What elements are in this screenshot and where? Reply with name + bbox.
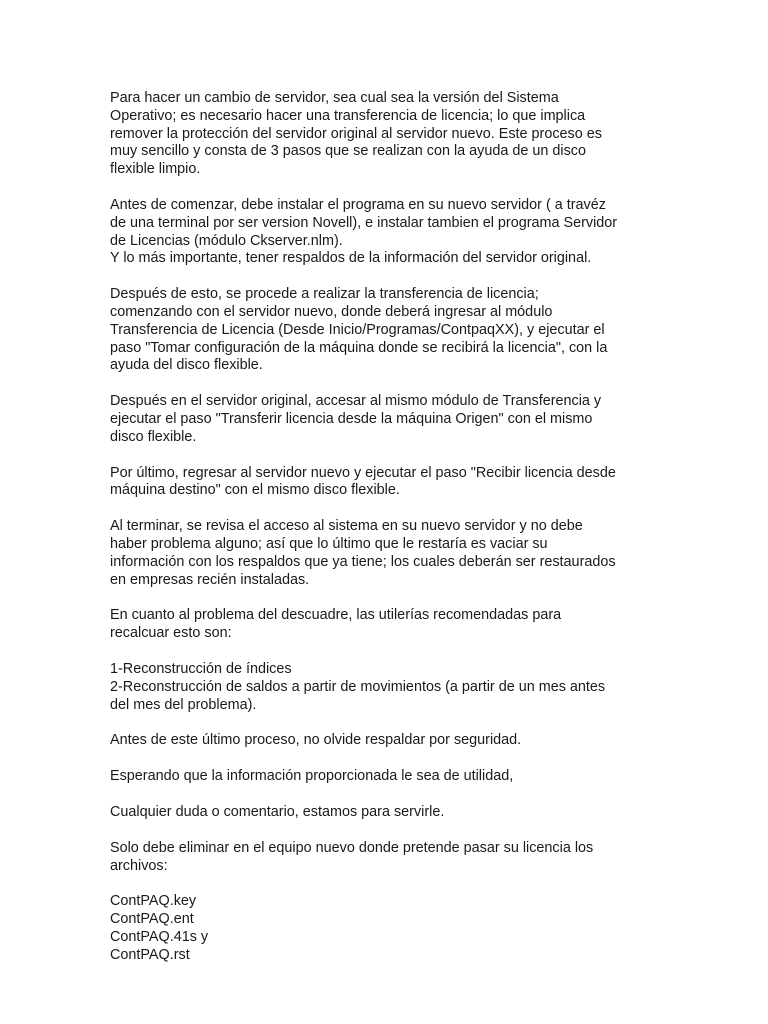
text-line: comenzando con el servidor nuevo, donde deberá ingresar al módulo [110,303,553,320]
file-list [110,893,670,964]
list-item: 1-Reconstrucción de índices [110,660,292,677]
text-line: Antes de este último proceso, no olvide respaldar por seguridad. [110,732,522,749]
text-line: Y lo más importante, tener respaldos de la información del servidor original. [110,250,592,267]
text-line: Después de esto, se procede a realizar la transferencia de licencia; [110,286,539,303]
text-line: Para hacer un cambio de servidor, sea cual sea la versión del Sistema [110,90,559,106]
text-line: muy sencillo y consta de 3 pasos que se realizan con la ayuda de un disco [110,143,586,160]
list-item: 2-Reconstrucción de saldos a partir de movimientos (a partir de un mes antes [110,678,606,695]
text-line: recalcuar esto son: [110,625,232,642]
text-line: ayuda del disco flexible. [110,357,263,374]
text-line: de una terminal por ser version Novell), e instalar tambien el programa Servidor [110,214,618,231]
paragraph-intro [110,90,670,179]
text-line: de Licencias (módulo Ckserver.nlm). [110,232,343,249]
document-page [110,90,670,964]
text-line: ejecutar el paso "Transferir licencia desde la máquina Origen" con el mismo [110,410,593,427]
paragraph-utilities-list [110,661,670,714]
text-line: Solo debe eliminar en el equipo nuevo donde pretende pasar su licencia los [110,839,594,856]
text-line: Esperando que la información proporcionada le sea de utilidad, [110,768,514,785]
file-name: ContPAQ.key [110,893,197,910]
text-line: flexible limpio. [110,161,201,178]
text-line: archivos: [110,857,168,874]
paragraph-delete-files [110,840,670,876]
text-line: Transferencia de Licencia (Desde Inicio/Programas/ContpaqXX), y ejecutar el [110,321,605,338]
paragraph-closing [110,768,670,786]
text-line: paso "Tomar configuración de la máquina donde se recibirá la licencia", con la [110,339,608,356]
paragraph-step-two [110,393,670,446]
text-line: En cuanto al problema del descuadre, las utilerías recomendadas para [110,607,562,624]
text-line: información con los respaldos que ya tiene; los cuales deberán ser restaurados [110,553,616,570]
text-line: haber problema alguno; así que lo último que le restaría es vaciar su [110,535,548,552]
text-line: Al terminar, se revisa el acceso al sistema en su nuevo servidor y no debe [110,518,583,535]
paragraph-contact [110,804,670,822]
paragraph-descuadre [110,607,670,643]
text-line: Después en el servidor original, accesar al mismo módulo de Transferencia y [110,393,602,410]
text-line: máquina destino" con el mismo disco flexible. [110,482,400,499]
paragraph-step-three [110,465,670,501]
text-line: disco flexible. [110,428,197,445]
text-line: Cualquier duda o comentario, estamos para servirle. [110,803,445,820]
list-item: del mes del problema). [110,696,257,713]
file-name: ContPAQ.41s y [110,928,209,945]
paragraph-backup-warning [110,732,670,750]
text-line: Por último, regresar al servidor nuevo y ejecutar el paso "Recibir licencia desde [110,464,616,481]
text-line: Operativo; es necesario hacer una transferencia de licencia; lo que implica [110,107,586,124]
paragraph-before-start [110,197,670,268]
paragraph-step-one [110,286,670,375]
file-name: ContPAQ.rst [110,946,190,963]
paragraph-finish [110,518,670,589]
file-name: ContPAQ.ent [110,911,194,928]
text-line: en empresas recién instaladas. [110,571,310,588]
text-line: remover la protección del servidor original al servidor nuevo. Este proceso es [110,125,602,142]
text-line: Antes de comenzar, debe instalar el programa en su nuevo servidor ( a travéz [110,196,606,213]
